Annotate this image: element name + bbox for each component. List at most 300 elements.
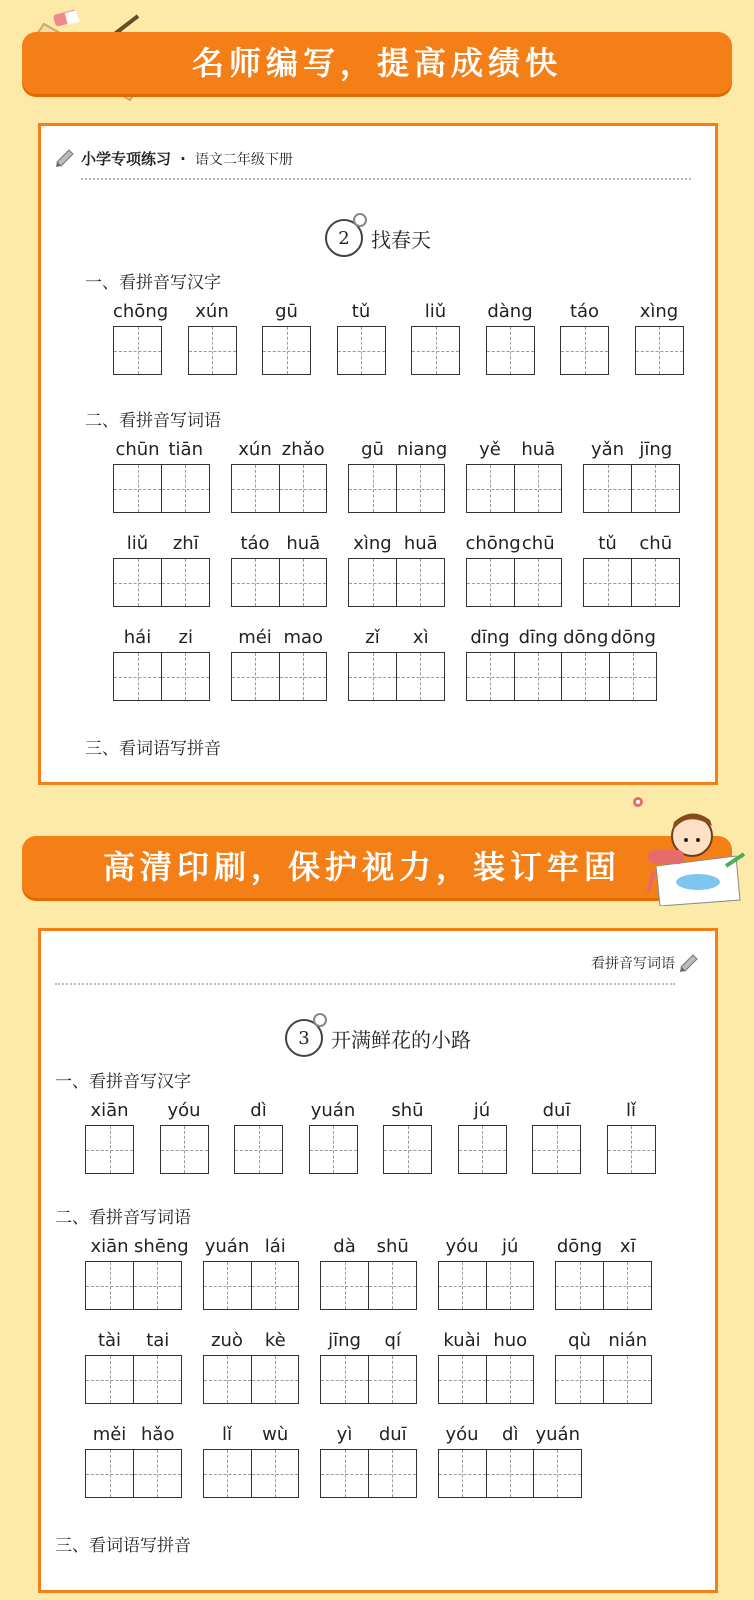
pinyin-label: [466, 624, 658, 652]
writing-box[interactable]: [348, 558, 397, 607]
tian-zi-ge-grid: [560, 326, 609, 375]
pinyin-label: [466, 530, 563, 558]
pinyin-syllable: táo: [240, 533, 270, 554]
writing-box[interactable]: [411, 326, 460, 375]
tian-zi-ge-grid: [262, 326, 311, 375]
pinyin-syllable: dōng: [610, 627, 656, 648]
tian-zi-ge-grid: [411, 326, 460, 375]
pinyin-writing-unit: [309, 1097, 358, 1174]
writing-box[interactable]: [320, 1449, 369, 1498]
writing-box[interactable]: [369, 1355, 417, 1404]
pinyin-label: [113, 436, 210, 464]
section-3-title: 三、看词语写拼音: [85, 739, 221, 759]
writing-box[interactable]: [320, 1355, 369, 1404]
pinyin-writing-unit: [411, 298, 460, 375]
pinyin-label: [583, 530, 680, 558]
pinyin-writing-unit: [234, 1097, 283, 1174]
tian-zi-ge-grid: [466, 464, 563, 513]
pinyin-writing-unit: [85, 1327, 182, 1404]
pinyin-syllable: kuài: [443, 1330, 481, 1351]
pinyin-label: [231, 624, 328, 652]
writing-box[interactable]: [487, 1261, 535, 1310]
header-subtitle: 看拼音写词语: [591, 956, 675, 972]
writing-box[interactable]: [113, 652, 162, 701]
tian-zi-ge-grid: [466, 652, 658, 701]
tian-zi-ge-grid: [438, 1355, 535, 1404]
pinyin-writing-unit: [203, 1233, 300, 1310]
tian-zi-ge-grid: [337, 326, 386, 375]
pinyin-writing-unit: [85, 1421, 182, 1498]
pinyin-syllable: xiān: [90, 1236, 129, 1257]
tian-zi-ge-grid: [203, 1449, 300, 1498]
writing-box[interactable]: [515, 652, 563, 701]
writing-box[interactable]: [231, 558, 280, 607]
pinyin-syllable: xī: [619, 1236, 636, 1257]
tian-zi-ge-grid: [486, 326, 535, 375]
section-2-title: 二、看拼音写词语: [55, 1208, 191, 1228]
pinyin-syllable: zuò: [211, 1330, 243, 1351]
pinyin-syllable: zhī: [172, 533, 199, 554]
section-2-row-1: [113, 436, 680, 513]
pinyin-writing-unit: [203, 1421, 300, 1498]
writing-box[interactable]: [534, 1449, 582, 1498]
pinyin-writing-unit: [262, 298, 311, 375]
pinyin-label: [458, 1097, 507, 1125]
writing-box[interactable]: [604, 1261, 652, 1310]
writing-box[interactable]: [348, 652, 397, 701]
writing-box[interactable]: [487, 1449, 535, 1498]
pinyin-label: [438, 1233, 535, 1261]
pinyin-label: [348, 436, 448, 464]
pinyin-writing-unit: [555, 1327, 652, 1404]
tian-zi-ge-grid: [320, 1261, 417, 1310]
writing-box[interactable]: [280, 464, 328, 513]
tian-zi-ge-grid: [85, 1261, 182, 1310]
pinyin-syllable: tài: [97, 1330, 122, 1351]
pinyin-syllable: dì: [250, 1100, 267, 1121]
child-drawing-icon: [626, 796, 746, 906]
pinyin-writing-unit: [438, 1327, 535, 1404]
writing-box[interactable]: [532, 1125, 581, 1174]
pinyin-label: [320, 1421, 417, 1449]
writing-box[interactable]: [632, 558, 680, 607]
writing-box[interactable]: [162, 464, 210, 513]
pinyin-writing-unit: [203, 1327, 300, 1404]
pinyin-label: [532, 1097, 581, 1125]
pinyin-syllable: dōng: [556, 1236, 603, 1257]
pinyin-syllable: méi: [238, 627, 272, 648]
writing-box[interactable]: [486, 326, 535, 375]
tian-zi-ge-grid: [348, 652, 445, 701]
pinyin-syllable: xì: [412, 627, 429, 648]
tian-zi-ge-grid: [113, 558, 210, 607]
pinyin-writing-unit: [113, 530, 210, 607]
pinyin-syllable: xún: [238, 439, 272, 460]
writing-box[interactable]: [309, 1125, 358, 1174]
tian-zi-ge-grid: [555, 1261, 652, 1310]
pinyin-label: [560, 298, 609, 326]
pinyin-syllable: wù: [262, 1424, 289, 1445]
pinyin-writing-unit: [458, 1097, 507, 1174]
section-2-row-3: [85, 1421, 582, 1498]
writing-box[interactable]: [562, 652, 610, 701]
writing-box[interactable]: [280, 652, 328, 701]
writing-box[interactable]: [113, 558, 162, 607]
section-1-row: [85, 1097, 656, 1174]
pinyin-writing-unit: [466, 624, 658, 701]
pinyin-label: [203, 1233, 300, 1261]
writing-box[interactable]: [231, 464, 280, 513]
pinyin-label: [583, 436, 680, 464]
lesson-title: 开满鲜花的小路: [331, 1027, 471, 1052]
writing-box[interactable]: [466, 652, 515, 701]
pinyin-syllable: chū: [521, 533, 555, 554]
pinyin-syllable: liǔ: [126, 533, 149, 554]
tian-zi-ge-grid: [85, 1125, 134, 1174]
pinyin-syllable: jīng: [328, 1330, 361, 1351]
pinyin-syllable: lǐ: [625, 1100, 636, 1121]
pencil-icon: [679, 951, 701, 973]
pinyin-syllable: xiān: [90, 1100, 129, 1121]
pinyin-writing-unit: [231, 624, 328, 701]
pinyin-label: [85, 1421, 182, 1449]
worksheet-header: [81, 148, 691, 180]
writing-box[interactable]: [85, 1125, 134, 1174]
pinyin-syllable: yuán: [310, 1100, 356, 1121]
pinyin-label: [555, 1327, 652, 1355]
writing-box[interactable]: [320, 1261, 369, 1310]
header-dot: ·: [180, 150, 186, 168]
tian-zi-ge-grid: [383, 1125, 432, 1174]
writing-box[interactable]: [85, 1449, 134, 1498]
writing-box[interactable]: [397, 464, 445, 513]
pinyin-writing-unit: [555, 1233, 652, 1310]
pinyin-syllable: shū: [391, 1100, 424, 1121]
pinyin-syllable: zhǎo: [281, 439, 325, 460]
pinyin-label: [203, 1421, 300, 1449]
tian-zi-ge-grid: [85, 1449, 182, 1498]
writing-box[interactable]: [515, 464, 563, 513]
writing-box[interactable]: [113, 464, 162, 513]
writing-box[interactable]: [487, 1355, 535, 1404]
pinyin-writing-unit: [635, 298, 684, 375]
pinyin-label: [85, 1097, 134, 1125]
pinyin-label: [438, 1327, 535, 1355]
pinyin-syllable: yǎn: [590, 439, 625, 460]
pinyin-label: [555, 1233, 652, 1261]
writing-box[interactable]: [203, 1449, 252, 1498]
pinyin-label: [231, 436, 328, 464]
top-banner-text: 名师编写，提高成绩快: [191, 44, 562, 82]
writing-box[interactable]: [85, 1355, 134, 1404]
pinyin-syllable: tǔ: [351, 301, 371, 322]
pinyin-label: [635, 298, 684, 326]
pinyin-writing-unit: [438, 1233, 535, 1310]
writing-box[interactable]: [583, 558, 632, 607]
pinyin-syllable: chū: [639, 533, 673, 554]
pinyin-writing-unit: [607, 1097, 656, 1174]
pinyin-writing-unit: [583, 530, 680, 607]
writing-box[interactable]: [466, 464, 515, 513]
tian-zi-ge-grid: [583, 464, 680, 513]
writing-box[interactable]: [160, 1125, 209, 1174]
tian-zi-ge-grid: [635, 326, 684, 375]
pinyin-syllable: hǎo: [141, 1424, 175, 1445]
writing-box[interactable]: [134, 1261, 182, 1310]
tian-zi-ge-grid: [113, 326, 162, 375]
writing-box[interactable]: [203, 1261, 252, 1310]
writing-box[interactable]: [252, 1449, 300, 1498]
pinyin-writing-unit: [188, 298, 237, 375]
pinyin-syllable: tai: [146, 1330, 170, 1351]
writing-box[interactable]: [134, 1449, 182, 1498]
pinyin-writing-unit: [231, 436, 328, 513]
pinyin-syllable: yóu: [167, 1100, 201, 1121]
pinyin-syllable: dì: [502, 1424, 519, 1445]
pinyin-writing-unit: [113, 624, 210, 701]
lesson-number-badge: 3: [285, 1019, 323, 1057]
tian-zi-ge-grid: [438, 1261, 535, 1310]
pinyin-label: [309, 1097, 358, 1125]
pinyin-syllable: huā: [521, 439, 556, 460]
section-2-row-1: [85, 1233, 652, 1310]
pinyin-writing-unit: [337, 298, 386, 375]
writing-box[interactable]: [438, 1261, 487, 1310]
pinyin-syllable: duī: [378, 1424, 407, 1445]
pinyin-syllable: lái: [264, 1236, 286, 1257]
pinyin-syllable: jú: [502, 1236, 519, 1257]
pinyin-label: [234, 1097, 283, 1125]
pinyin-syllable: shū: [376, 1236, 409, 1257]
writing-box[interactable]: [604, 1355, 652, 1404]
writing-box[interactable]: [458, 1125, 507, 1174]
writing-box[interactable]: [280, 558, 328, 607]
writing-box[interactable]: [337, 326, 386, 375]
tian-zi-ge-grid: [348, 558, 445, 607]
pinyin-writing-unit: [160, 1097, 209, 1174]
pinyin-writing-unit: [348, 624, 445, 701]
pinyin-syllable: yuán: [204, 1236, 250, 1257]
pinyin-syllable: yóu: [445, 1424, 479, 1445]
tian-zi-ge-grid: [320, 1449, 417, 1498]
writing-box[interactable]: [607, 1125, 656, 1174]
tian-zi-ge-grid: [113, 652, 210, 701]
tian-zi-ge-grid: [555, 1355, 652, 1404]
pinyin-syllable: huo: [493, 1330, 528, 1351]
pinyin-writing-unit: [113, 436, 210, 513]
writing-box[interactable]: [162, 558, 210, 607]
tian-zi-ge-grid: [532, 1125, 581, 1174]
lesson-heading: [41, 1019, 715, 1059]
pinyin-syllable: jú: [473, 1100, 491, 1121]
tian-zi-ge-grid: [203, 1261, 300, 1310]
section-2-title: 二、看拼音写词语: [85, 411, 221, 431]
pinyin-label: [320, 1327, 417, 1355]
writing-box[interactable]: [85, 1261, 134, 1310]
worksheet-card-lesson-2: [38, 123, 718, 785]
pinyin-syllable: qù: [568, 1330, 591, 1351]
pinyin-writing-unit: [486, 298, 535, 375]
pinyin-writing-unit: [320, 1421, 417, 1498]
section-1-title: 一、看拼音写汉字: [55, 1072, 191, 1092]
tian-zi-ge-grid: [348, 464, 445, 513]
pinyin-syllable: hái: [123, 627, 152, 648]
top-banner: [22, 32, 732, 94]
writing-box[interactable]: [438, 1449, 487, 1498]
pinyin-syllable: dà: [333, 1236, 356, 1257]
pinyin-writing-unit: [532, 1097, 581, 1174]
pinyin-writing-unit: [231, 530, 328, 607]
bottom-banner-text: 高清印刷，保护视力，装订牢固: [102, 848, 621, 886]
lesson-heading: [41, 219, 715, 259]
pinyin-syllable: qí: [384, 1330, 401, 1351]
pinyin-syllable: huā: [403, 533, 438, 554]
pinyin-label: [203, 1327, 300, 1355]
tian-zi-ge-grid: [583, 558, 680, 607]
pinyin-syllable: chōng: [465, 533, 521, 554]
tian-zi-ge-grid: [188, 326, 237, 375]
worksheet-card-lesson-3: [38, 928, 718, 1593]
writing-box[interactable]: [369, 1449, 417, 1498]
pinyin-label: [188, 298, 237, 326]
pinyin-syllable: táo: [569, 301, 600, 322]
tian-zi-ge-grid: [160, 1125, 209, 1174]
writing-box[interactable]: [234, 1125, 283, 1174]
pinyin-writing-unit: [320, 1233, 417, 1310]
writing-box[interactable]: [369, 1261, 417, 1310]
header-title: 小学专项练习: [81, 150, 172, 168]
tian-zi-ge-grid: [231, 652, 328, 701]
writing-box[interactable]: [466, 558, 515, 607]
writing-box[interactable]: [252, 1261, 300, 1310]
writing-box[interactable]: [113, 326, 162, 375]
lesson-number-badge: 2: [325, 219, 363, 257]
pinyin-syllable: tǔ: [598, 533, 617, 554]
tian-zi-ge-grid: [309, 1125, 358, 1174]
pinyin-syllable: yuán: [535, 1424, 580, 1445]
tian-zi-ge-grid: [234, 1125, 283, 1174]
writing-box[interactable]: [438, 1355, 487, 1404]
pinyin-syllable: chōng: [113, 301, 169, 322]
pinyin-syllable: shēng: [134, 1236, 189, 1257]
writing-box[interactable]: [397, 558, 445, 607]
pinyin-label: [85, 1233, 189, 1261]
pinyin-syllable: yì: [336, 1424, 353, 1445]
pinyin-writing-unit: [348, 530, 445, 607]
writing-box[interactable]: [162, 652, 210, 701]
pinyin-writing-unit: [113, 298, 169, 375]
writing-box[interactable]: [632, 464, 680, 513]
pinyin-syllable: dàng: [487, 301, 533, 322]
pinyin-syllable: tiān: [168, 439, 203, 460]
pinyin-label: [348, 530, 445, 558]
writing-box[interactable]: [635, 326, 684, 375]
pinyin-label: [486, 298, 535, 326]
pinyin-label: [320, 1233, 417, 1261]
writing-box[interactable]: [583, 464, 632, 513]
writing-box[interactable]: [610, 652, 658, 701]
writing-box[interactable]: [383, 1125, 432, 1174]
pinyin-label: [348, 624, 445, 652]
pinyin-syllable: yě: [479, 439, 501, 460]
writing-box[interactable]: [134, 1355, 182, 1404]
pinyin-label: [411, 298, 460, 326]
pinyin-writing-unit: [466, 436, 563, 513]
tian-zi-ge-grid: [607, 1125, 656, 1174]
pinyin-label: [231, 530, 328, 558]
pinyin-syllable: gū: [361, 439, 384, 460]
tian-zi-ge-grid: [458, 1125, 507, 1174]
section-1-row: [113, 298, 684, 375]
writing-box[interactable]: [397, 652, 445, 701]
pencil-icon: [55, 146, 77, 168]
pinyin-writing-unit: [560, 298, 609, 375]
pinyin-label: [262, 298, 311, 326]
tian-zi-ge-grid: [85, 1355, 182, 1404]
pinyin-writing-unit: [85, 1233, 189, 1310]
pinyin-label: [113, 298, 169, 326]
tian-zi-ge-grid: [231, 558, 328, 607]
pinyin-syllable: mao: [283, 627, 324, 648]
section-3-title: 三、看词语写拼音: [55, 1536, 191, 1556]
writing-box[interactable]: [515, 558, 563, 607]
writing-box[interactable]: [252, 1355, 300, 1404]
writing-box[interactable]: [262, 326, 311, 375]
pinyin-syllable: xìng: [639, 301, 679, 322]
pinyin-syllable: niang: [397, 439, 448, 460]
pinyin-syllable: gū: [275, 301, 298, 322]
pinyin-writing-unit: [466, 530, 563, 607]
writing-box[interactable]: [555, 1261, 604, 1310]
pinyin-syllable: duī: [542, 1100, 571, 1121]
pinyin-syllable: nián: [608, 1330, 648, 1351]
pinyin-label: [607, 1097, 656, 1125]
tian-zi-ge-grid: [466, 558, 563, 607]
pinyin-syllable: xìng: [353, 533, 392, 554]
writing-box[interactable]: [203, 1355, 252, 1404]
pinyin-syllable: zǐ: [365, 627, 380, 648]
tian-zi-ge-grid: [320, 1355, 417, 1404]
writing-box[interactable]: [560, 326, 609, 375]
writing-box[interactable]: [231, 652, 280, 701]
pinyin-writing-unit: [383, 1097, 432, 1174]
pinyin-syllable: měi: [92, 1424, 127, 1445]
pinyin-syllable: jīng: [639, 439, 673, 460]
tian-zi-ge-grid: [113, 464, 210, 513]
pinyin-syllable: dīng: [518, 627, 558, 648]
section-2-row-3: [113, 624, 657, 701]
pinyin-syllable: chūn: [115, 439, 160, 460]
pinyin-syllable: lǐ: [221, 1424, 232, 1445]
tian-zi-ge-grid: [438, 1449, 582, 1498]
pinyin-syllable: xún: [195, 301, 229, 322]
section-1-title: 一、看拼音写汉字: [85, 273, 221, 293]
writing-box[interactable]: [348, 464, 397, 513]
pinyin-label: [160, 1097, 209, 1125]
pinyin-syllable: yóu: [445, 1236, 479, 1257]
pinyin-label: [113, 624, 210, 652]
pinyin-syllable: zi: [178, 627, 193, 648]
writing-box[interactable]: [188, 326, 237, 375]
pinyin-syllable: huā: [286, 533, 321, 554]
tian-zi-ge-grid: [203, 1355, 300, 1404]
pinyin-writing-unit: [438, 1421, 582, 1498]
writing-box[interactable]: [555, 1355, 604, 1404]
tian-zi-ge-grid: [231, 464, 328, 513]
pinyin-writing-unit: [348, 436, 448, 513]
pinyin-writing-unit: [320, 1327, 417, 1404]
pinyin-label: [466, 436, 563, 464]
